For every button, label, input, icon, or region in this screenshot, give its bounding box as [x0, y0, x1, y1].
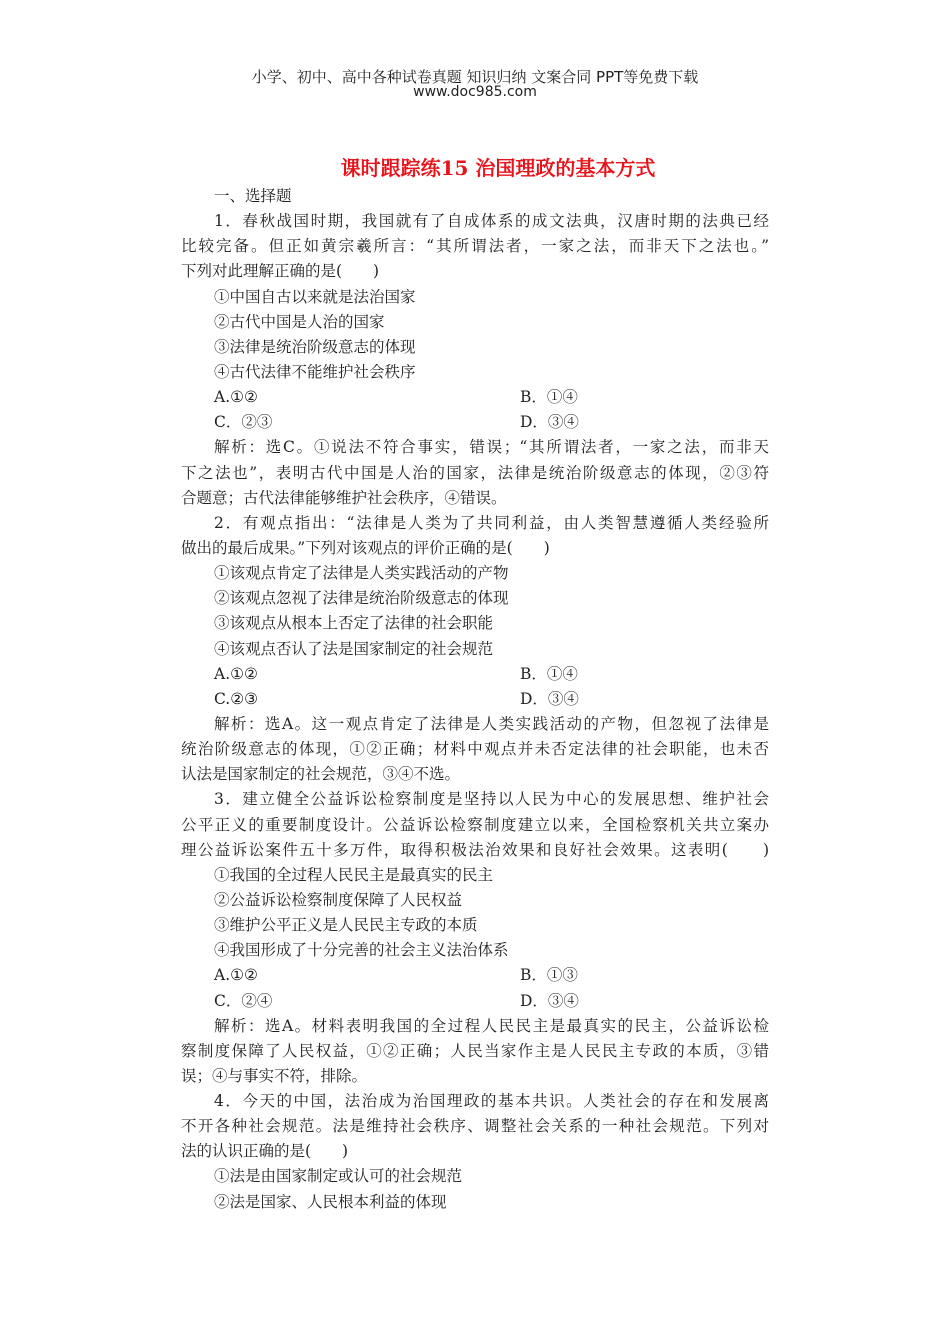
answer-options-row	[181, 662, 769, 687]
answer-options-row	[181, 989, 769, 1014]
text-line: ②法是国家、人民根本利益的体现	[214, 1192, 447, 1211]
text-line: ①该观点肯定了法律是人类实践活动的产物	[214, 564, 509, 583]
text-line: 认法是国家制定的社会规范，③④不选。	[181, 765, 461, 784]
text-line: 2．有观点指出：“法律是人类为了共同利益，由人类智慧遵循人类经验所	[214, 513, 769, 532]
answer-options-row	[181, 385, 769, 410]
text-line: 比较完备。但正如黄宗羲所言：“其所谓法者，一家之法，而非天下之法也。”	[181, 237, 769, 256]
text-line: 合题意；古代法律能够维护社会秩序，④错误。	[181, 488, 507, 507]
text-line: ③法律是统治阶级意志的体现	[214, 337, 416, 356]
text-line: 不开各种社会规范。法是维持社会秩序、调整社会关系的一种社会规范。下列对	[181, 1117, 769, 1136]
text-line: ①我国的全过程人民民主是最真实的民主	[214, 865, 494, 884]
text-line: 解析：选A。这一观点肯定了法律是人类实践活动的产物，但忽视了法律是	[214, 714, 769, 733]
text-line: 法的认识正确的是( )	[181, 1142, 349, 1161]
text-line: ④古代法律不能维护社会秩序	[214, 362, 416, 381]
text-line: 做出的最后成果。”下列对该观点的评价正确的是( )	[181, 538, 550, 557]
text-line: ④该观点否认了法是国家制定的社会规范	[214, 639, 494, 658]
text-line: 误；④与事实不符，排除。	[181, 1066, 368, 1085]
answer-option: B．①③	[520, 966, 578, 985]
text-line: ④我国形成了十分完善的社会主义法治体系	[214, 941, 509, 960]
document-body	[181, 184, 769, 1215]
answer-options-row	[181, 410, 769, 435]
text-line: 解析：选C。①说法不符合事实，错误；“其所谓法者，一家之法，而非天	[214, 438, 769, 457]
answer-option: D．③④	[520, 689, 579, 708]
answer-option: A.①②	[214, 388, 258, 407]
text-line: 下之法也”，表明古代中国是人治的国家，法律是统治阶级意志的体现，②③符	[181, 463, 769, 482]
answer-option: A.①②	[214, 664, 258, 683]
text-line: 下列对此理解正确的是( )	[181, 262, 380, 281]
text-line: ②该观点忽视了法律是统治阶级意志的体现	[214, 589, 509, 608]
text-line: 1．春秋战国时期，我国就有了自成体系的成文法典，汉唐时期的法典已经	[214, 212, 769, 231]
text-line: 察制度保障了人民权益，①②正确；人民当家作主是人民民主专政的本质，③错	[181, 1041, 769, 1060]
text-line: ③维护公平正义是人民民主专政的本质	[214, 916, 478, 935]
answer-option: D．③④	[520, 991, 579, 1010]
answer-option: C．②④	[214, 991, 273, 1010]
site-url: www.doc985.com	[413, 84, 537, 100]
answer-option: A.①②	[214, 966, 258, 985]
text-line: 理公益诉讼案件五十多万件，取得积极法治效果和良好社会效果。这表明( )	[181, 840, 769, 859]
answer-option: C.②③	[214, 689, 259, 708]
answer-options-row	[181, 963, 769, 988]
text-line: 3．建立健全公益诉讼检察制度是坚持以人民为中心的发展思想、维护社会	[214, 790, 769, 809]
text-line: ①法是由国家制定或认可的社会规范	[214, 1167, 463, 1186]
answer-option: B．①④	[520, 664, 578, 683]
text-line: ②公益诉讼检察制度保障了人民权益	[214, 890, 463, 909]
text-line: ②古代中国是人治的国家	[214, 312, 385, 331]
text-line: ①中国自古以来就是法治国家	[214, 287, 416, 306]
text-line: 公平正义的重要制度设计。公益诉讼检察制度建立以来，全国检察机关共立案办	[181, 815, 769, 834]
answer-options-row	[181, 687, 769, 712]
text-line: 统治阶级意志的体现，①②正确；材料中观点并未否定法律的社会职能，也未否	[181, 740, 769, 759]
site-banner: 小学、初中、高中各种试卷真题 知识归纳 文案合同 PPT等免费下载	[251, 68, 699, 86]
answer-option: B．①④	[520, 388, 578, 407]
answer-option: C．②③	[214, 413, 273, 432]
document-title: 课时跟踪练15 治国理政的基本方式	[340, 156, 656, 180]
text-line: 4．今天的中国，法治成为治国理政的基本共识。人类社会的存在和发展离	[214, 1092, 769, 1111]
answer-option: D．③④	[520, 413, 579, 432]
text-line: ③该观点从根本上否定了法律的社会职能	[214, 614, 494, 633]
text-line: 一、选择题	[214, 187, 292, 205]
text-line: 解析：选A。材料表明我国的全过程人民民主是最真实的民主，公益诉讼检	[214, 1016, 769, 1035]
